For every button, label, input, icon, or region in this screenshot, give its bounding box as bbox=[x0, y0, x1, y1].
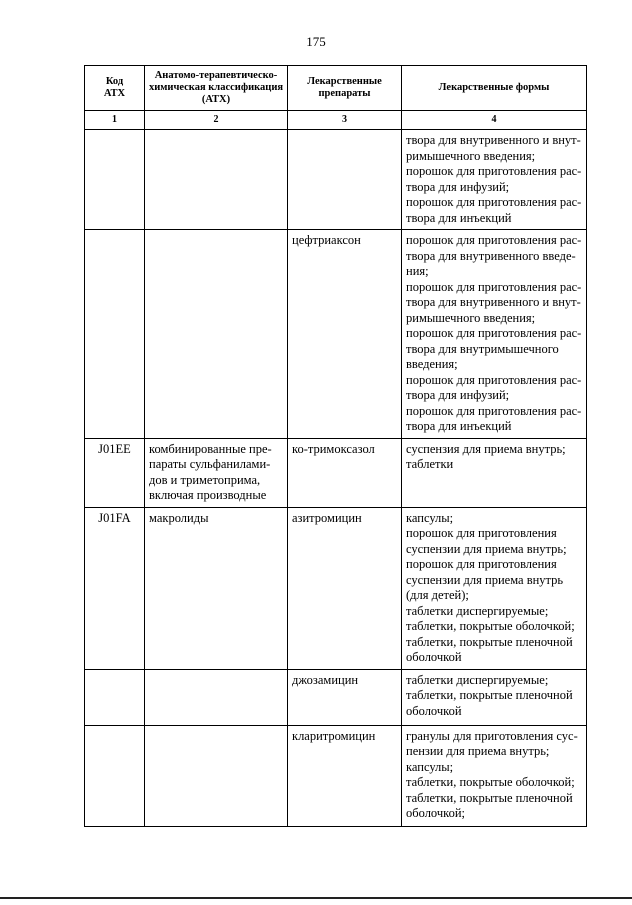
page-number: 175 bbox=[306, 34, 326, 49]
dosage-form-line: твора для внутримышечного bbox=[406, 341, 559, 356]
dosage-form-line: твора для внутривенного введе- bbox=[406, 248, 576, 263]
scan-edge-line bbox=[0, 897, 632, 899]
dosage-form-line: твора для внутривенного и внут- bbox=[406, 295, 581, 309]
dosage-form-line: римышечного введения; bbox=[406, 310, 536, 325]
column-number: 2 bbox=[145, 111, 288, 130]
header-row bbox=[85, 66, 587, 111]
atx-code-cell: J01EE bbox=[85, 438, 145, 507]
classification-cell bbox=[145, 507, 288, 669]
drug-name-cell: азитромицин bbox=[288, 507, 402, 669]
dosage-form-line: ния; bbox=[406, 264, 429, 278]
dosage-forms-cell bbox=[402, 230, 587, 439]
dosage-form-line: (для детей); bbox=[406, 588, 469, 602]
classification-line: параты сульфанилами- bbox=[149, 457, 271, 471]
dosage-form-line: порошок для приготовления рас- bbox=[406, 372, 582, 387]
header-classification: Анатомо-терапевтическо- химическая классификация (АТХ) bbox=[145, 66, 288, 111]
column-number-row bbox=[85, 111, 587, 130]
dosage-form-line: суспензии для приема внутрь; bbox=[406, 541, 567, 556]
classification-cell bbox=[145, 725, 288, 826]
dosage-form-line: таблетки диспергируемые; bbox=[406, 603, 549, 618]
table-body bbox=[85, 130, 587, 827]
dosage-form-line: порошок для приготовления bbox=[406, 526, 557, 540]
atx-code-cell bbox=[85, 130, 145, 230]
dosage-form-line: таблетки, покрытые пленочной bbox=[406, 634, 573, 649]
dosage-form-line: оболочкой; bbox=[406, 806, 465, 820]
dosage-form-line: порошок для приготовления рас- bbox=[406, 279, 582, 294]
dosage-form-line: порошок для приготовления рас- bbox=[406, 326, 582, 340]
dosage-form-line: оболочкой bbox=[406, 650, 462, 664]
dosage-forms-cell bbox=[402, 507, 587, 669]
atx-code-cell bbox=[85, 230, 145, 439]
dosage-form-line: таблетки, покрытые оболочкой; bbox=[406, 775, 575, 789]
table-row bbox=[85, 507, 587, 669]
column-number: 4 bbox=[402, 111, 587, 130]
dosage-form-line: капсулы; bbox=[406, 759, 454, 774]
dosage-form-line: суспензии для приема внутрь bbox=[406, 572, 564, 587]
dosage-form-line: таблетки диспергируемые; bbox=[406, 672, 549, 687]
drug-name-cell: кларитромицин bbox=[288, 725, 402, 826]
dosage-forms-cell bbox=[402, 438, 587, 507]
classification-cell bbox=[145, 230, 288, 439]
dosage-forms-cell bbox=[402, 669, 587, 725]
dosage-forms-cell bbox=[402, 130, 587, 230]
dosage-form-line: порошок для приготовления рас- bbox=[406, 233, 582, 247]
header-code: Код АТХ bbox=[85, 66, 145, 111]
dosage-form-line: твора для инфузий; bbox=[406, 179, 510, 194]
classification-cell bbox=[145, 438, 288, 507]
column-number: 3 bbox=[288, 111, 402, 130]
table-row bbox=[85, 725, 587, 826]
dosage-form-line: суспензия для приема внутрь; bbox=[406, 441, 566, 456]
dosage-form-line: капсулы; bbox=[406, 510, 454, 525]
table-row bbox=[85, 438, 587, 507]
dosage-form-line: таблетки, покрытые пленочной bbox=[406, 688, 573, 702]
table-row bbox=[85, 130, 587, 230]
dosage-form-line: твора для инфузий; bbox=[406, 388, 510, 402]
drug-name-cell bbox=[288, 130, 402, 230]
header-drugs: Лекарственные препараты bbox=[288, 66, 402, 111]
drug-name-cell: цефтриаксон bbox=[288, 230, 402, 439]
dosage-form-line: порошок для приготовления bbox=[406, 557, 557, 571]
dosage-form-line: порошок для приготовления рас- bbox=[406, 164, 582, 178]
classification-cell bbox=[145, 130, 288, 230]
drug-name-cell: джозамицин bbox=[288, 669, 402, 725]
atx-code-cell bbox=[85, 669, 145, 725]
dosage-form-line: пензии для приема внутрь; bbox=[406, 744, 550, 758]
dosage-form-line: римышечного введения; bbox=[406, 148, 536, 163]
atx-code-cell: J01FA bbox=[85, 507, 145, 669]
dosage-form-line: таблетки, покрытые пленочной bbox=[406, 790, 573, 805]
table-row bbox=[85, 230, 587, 439]
dosage-form-line: таблетки bbox=[406, 457, 454, 471]
table-row bbox=[85, 669, 587, 725]
dosage-form-line: порошок для приготовления рас- bbox=[406, 403, 582, 418]
classification-cell bbox=[145, 669, 288, 725]
atx-code-cell bbox=[85, 725, 145, 826]
header-forms: Лекарственные формы bbox=[402, 66, 587, 111]
dosage-form-line: твора для внутривенного и внут- bbox=[406, 133, 581, 147]
dosage-form-line: введения; bbox=[406, 357, 458, 371]
classification-line: дов и триметоприма, bbox=[149, 472, 261, 487]
classification-line: макролиды bbox=[149, 510, 209, 525]
dosage-form-line: гранулы для приготовления сус- bbox=[406, 728, 578, 743]
classification-line: включая производные bbox=[149, 488, 267, 502]
drug-name-cell: ко-тримоксазол bbox=[288, 438, 402, 507]
dosage-form-line: оболочкой bbox=[406, 703, 462, 718]
column-number: 1 bbox=[85, 111, 145, 130]
dosage-form-line: твора для инъекций bbox=[406, 210, 512, 225]
atx-table bbox=[84, 65, 587, 827]
dosage-form-line: твора для инъекций bbox=[406, 419, 512, 433]
dosage-form-line: таблетки, покрытые оболочкой; bbox=[406, 619, 575, 633]
classification-line: комбинированные пре- bbox=[149, 441, 272, 456]
dosage-forms-cell bbox=[402, 725, 587, 826]
dosage-form-line: порошок для приготовления рас- bbox=[406, 195, 582, 209]
